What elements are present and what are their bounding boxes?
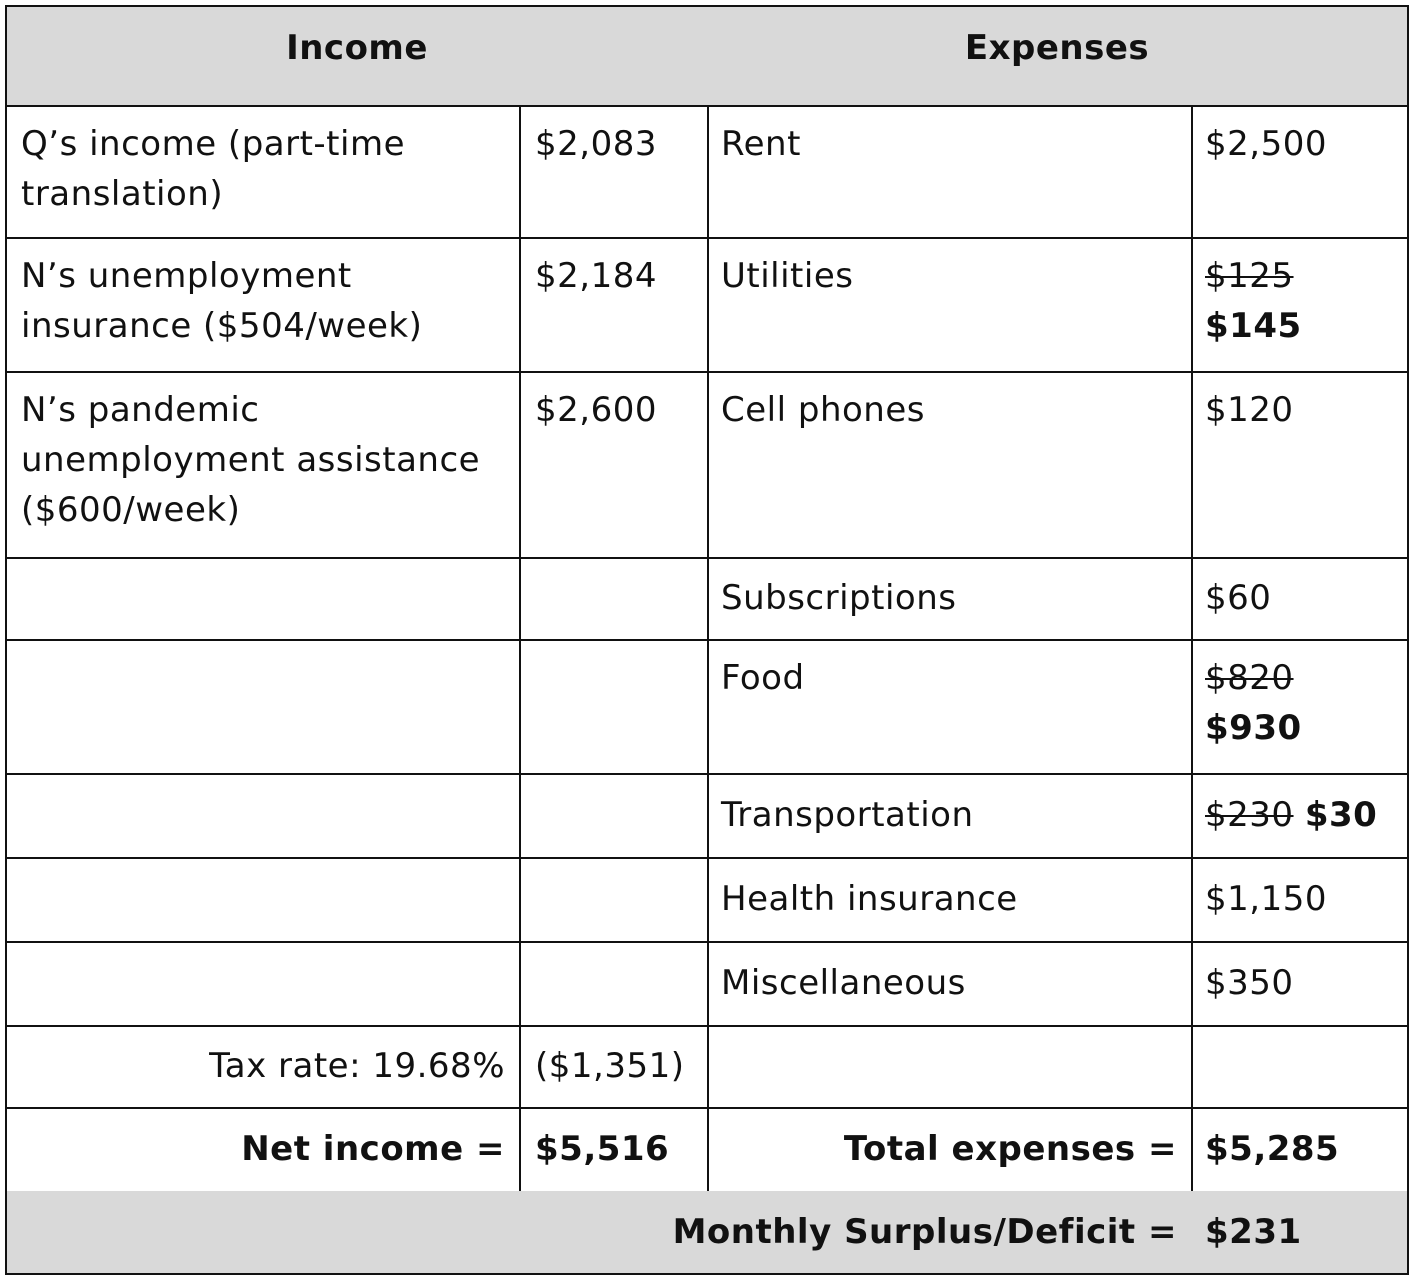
expense-amount-miscellaneous: $350 — [1191, 941, 1407, 1027]
empty-cell — [707, 1025, 1193, 1109]
tax-rate-label: Tax rate: 19.68% — [7, 1025, 521, 1109]
income-label-1: Q’s income (part-time translation) — [7, 105, 521, 239]
income-amount-1: $2,083 — [519, 105, 709, 239]
empty-cell — [519, 557, 709, 641]
expense-label-utilities: Utilities — [707, 237, 1193, 373]
transportation-old-amount: $230 — [1205, 795, 1294, 835]
empty-cell — [7, 557, 521, 641]
transportation-new-amount: $30 — [1304, 795, 1378, 835]
expense-label-cell-phones: Cell phones — [707, 371, 1193, 559]
income-label-2: N’s unemployment insurance ($504/week) — [7, 237, 521, 373]
expense-label-food: Food — [707, 639, 1193, 775]
expenses-header: Expenses — [707, 7, 1407, 107]
empty-cell — [519, 941, 709, 1027]
expense-label-miscellaneous: Miscellaneous — [707, 941, 1193, 1027]
expense-label-subscriptions: Subscriptions — [707, 557, 1193, 641]
expense-amount-transportation — [1191, 773, 1407, 859]
utilities-new-amount: $145 — [1205, 306, 1302, 346]
empty-cell — [1191, 1025, 1407, 1109]
empty-cell — [7, 639, 521, 775]
expense-amount-rent: $2,500 — [1191, 105, 1407, 239]
income-header: Income — [7, 7, 709, 107]
expense-amount-food — [1191, 639, 1407, 775]
empty-cell — [519, 773, 709, 859]
income-amount-3: $2,600 — [519, 371, 709, 559]
expense-amount-utilities — [1191, 237, 1407, 373]
expense-label-rent: Rent — [707, 105, 1193, 239]
income-amount-2: $2,184 — [519, 237, 709, 373]
empty-cell — [519, 857, 709, 943]
total-expenses-value: $5,285 — [1191, 1107, 1407, 1193]
expense-label-health-insurance: Health insurance — [707, 857, 1193, 943]
food-new-amount: $930 — [1205, 708, 1302, 748]
monthly-surplus-label: Monthly Surplus/Deficit = — [7, 1191, 1193, 1273]
food-old-amount: $820 — [1205, 658, 1294, 698]
empty-cell — [7, 773, 521, 859]
monthly-surplus-value: $231 — [1191, 1191, 1407, 1273]
net-income-value: $5,516 — [519, 1107, 709, 1193]
expense-amount-health-insurance: $1,150 — [1191, 857, 1407, 943]
empty-cell — [7, 857, 521, 943]
utilities-old-amount: $125 — [1205, 256, 1294, 296]
tax-amount: ($1,351) — [519, 1025, 709, 1109]
expense-amount-subscriptions: $60 — [1191, 557, 1407, 641]
income-label-3: N’s pandemic unemployment assistance ($600/week) — [7, 371, 521, 559]
total-expenses-label: Total expenses = — [707, 1107, 1193, 1193]
net-income-label: Net income = — [7, 1107, 521, 1193]
expense-amount-cell-phones: $120 — [1191, 371, 1407, 559]
empty-cell — [519, 639, 709, 775]
expense-label-transportation: Transportation — [707, 773, 1193, 859]
budget-table — [5, 5, 1409, 1275]
empty-cell — [7, 941, 521, 1027]
